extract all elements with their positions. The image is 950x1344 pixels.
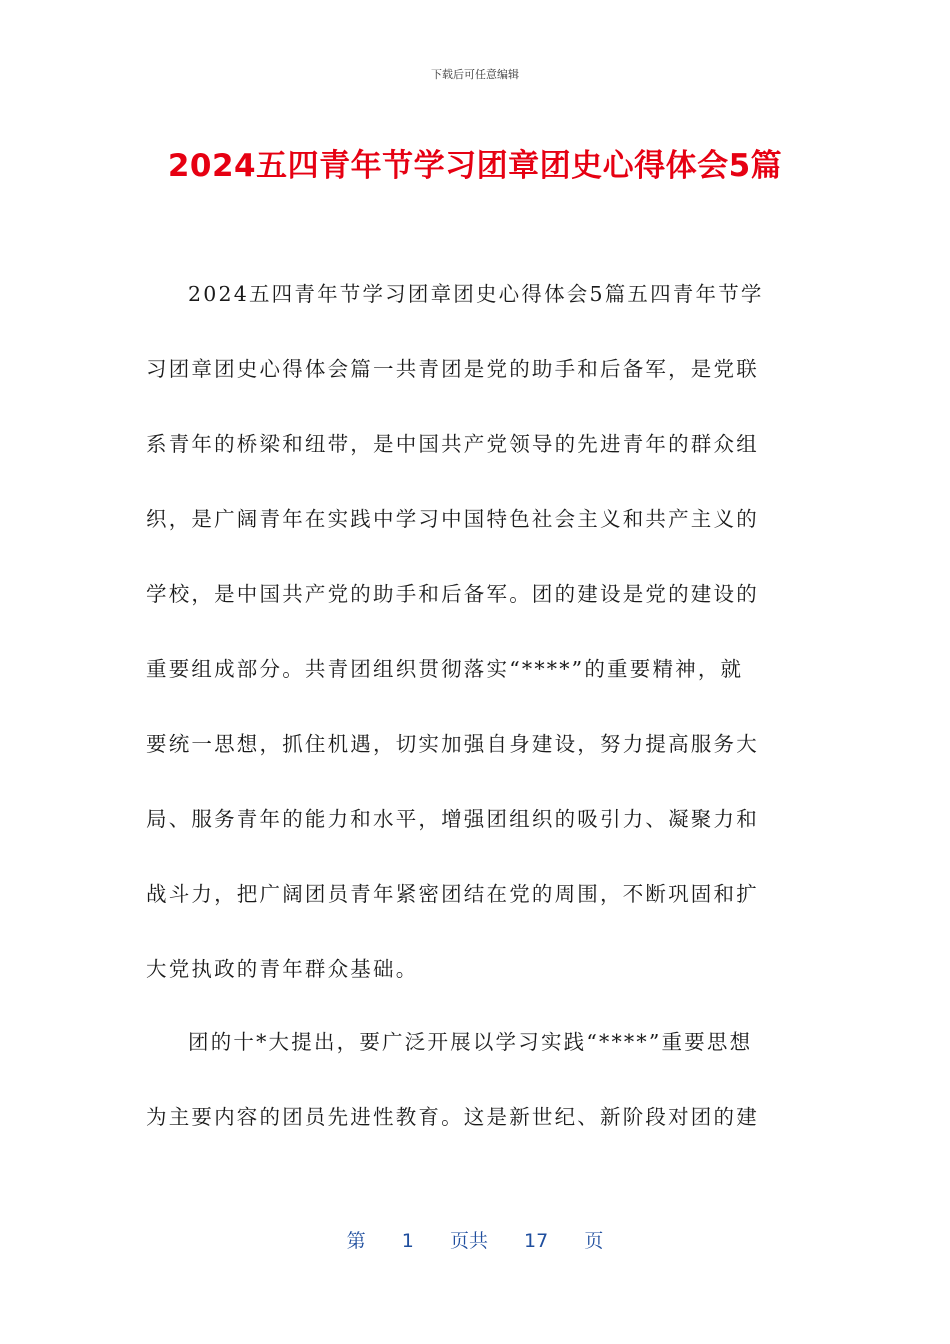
page-footer [0,1226,950,1253]
paragraph-line: 学校，是中国共产党的助手和后备军。团的建设是党的建设的 [146,582,759,606]
total-pages: 17 [524,1230,549,1252]
paragraph-1 [146,257,792,1007]
header-note: 下载后可任意编辑 [431,68,519,81]
footer-suffix: 页 [584,1230,604,1252]
paragraph-line: 为主要内容的团员先进性教育。这是新世纪、新阶段对团的建 [146,1105,759,1129]
paragraph-line: 习团章团史心得体会篇一共青团是党的助手和后备军，是党联 [146,357,759,381]
paragraph-line: 织，是广阔青年在实践中学习中国特色社会主义和共产主义的 [146,507,759,531]
paragraph-line: 要统一思想，抓住机遇，切实加强自身建设，努力提高服务大 [146,732,759,756]
current-page-number: 1 [401,1230,414,1252]
paragraph-2 [146,1005,792,1155]
paragraph-line: 大党执政的青年群众基础。 [146,957,419,981]
footer-prefix: 第 [346,1230,366,1252]
paragraph-line: 重要组成部分。共青团组织贯彻落实“****”的重要精神，就 [146,657,744,681]
paragraph-line: 局、服务青年的能力和水平，增强团组织的吸引力、凝聚力和 [146,807,759,831]
footer-mid: 页共 [449,1230,488,1252]
paragraph-line: 战斗力，把广阔团员青年紧密团结在党的周围，不断巩固和扩 [146,882,759,906]
paragraph-line: 系青年的桥梁和纽带，是中国共产党领导的先进青年的群众组 [146,432,759,456]
document-title: 2024五四青年节学习团章团史心得体会5篇 [167,148,783,184]
paragraph-line: 2024五四青年节学习团章团史心得体会5篇五四青年节学 [188,282,764,306]
paragraph-line: 团的十*大提出，要广泛开展以学习实践“****”重要思想 [188,1030,753,1054]
